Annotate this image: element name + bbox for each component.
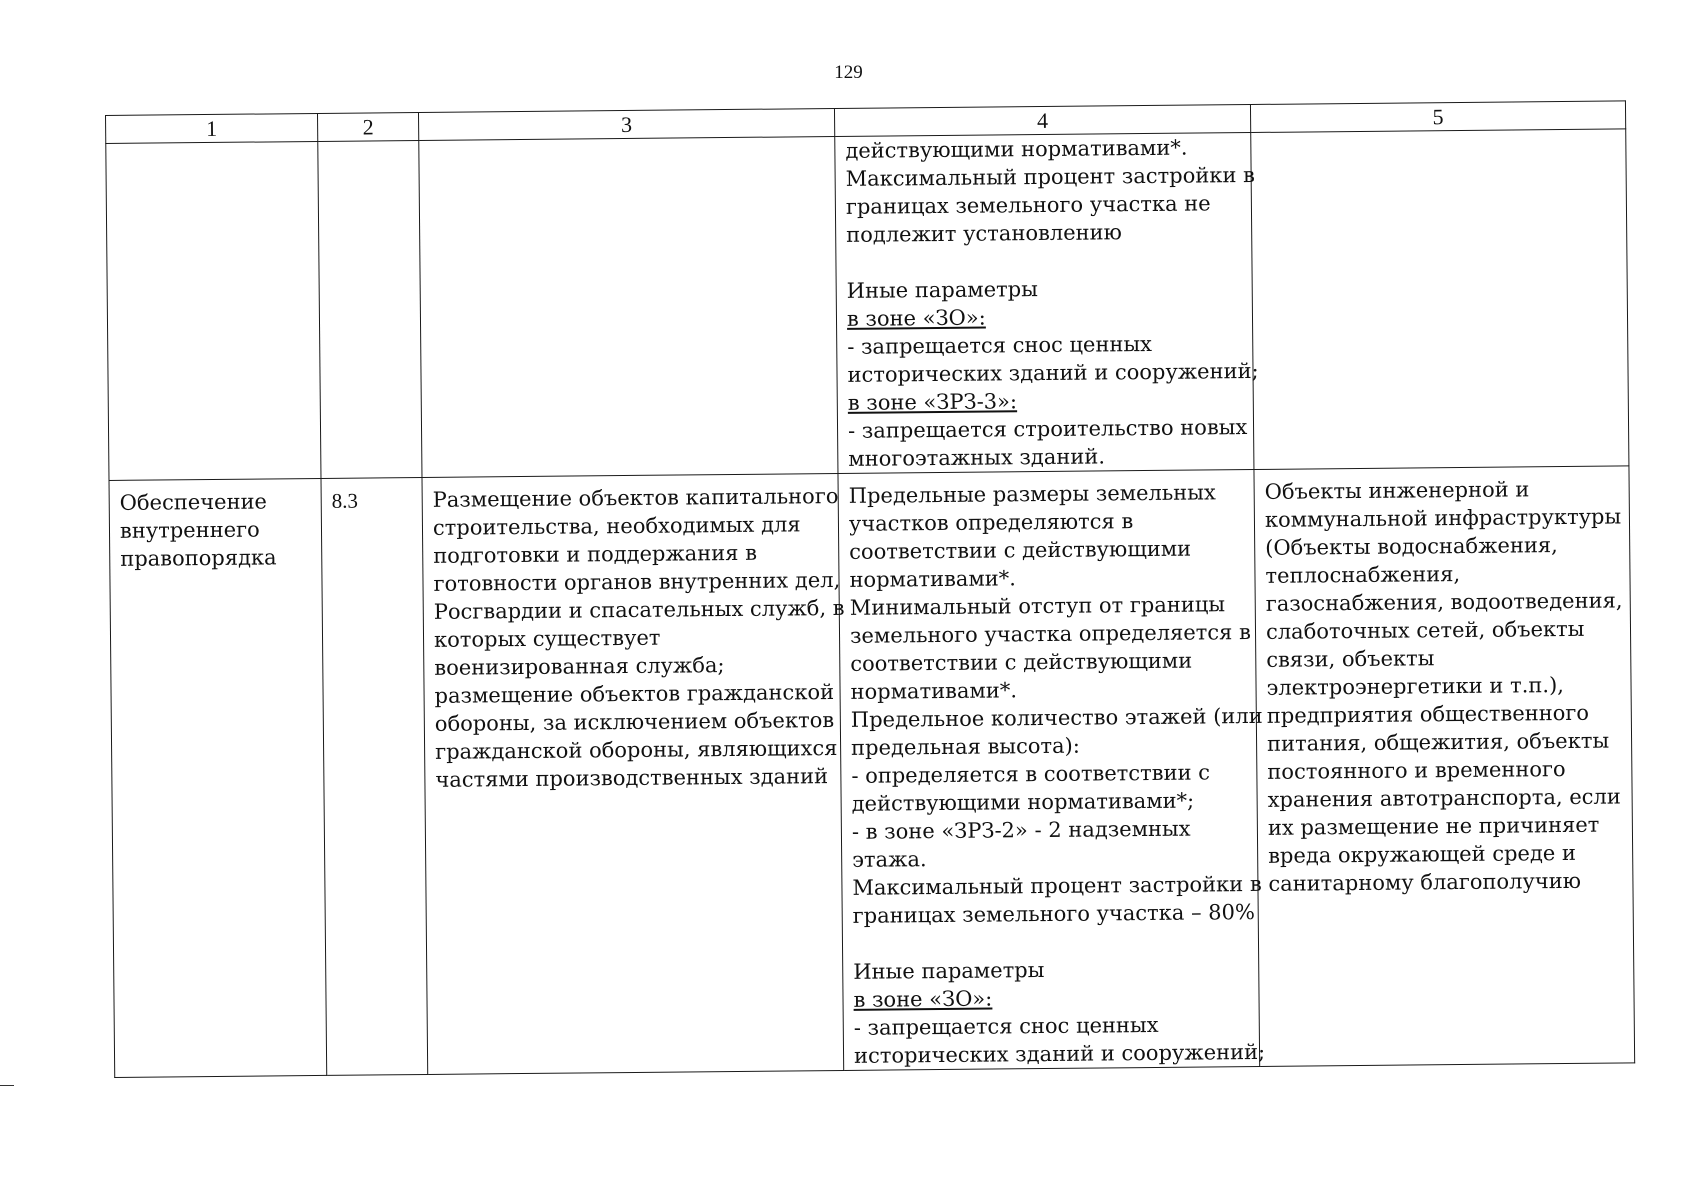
text-line: частями производственных зданий [435, 764, 829, 792]
table-row-continued [106, 129, 1629, 481]
header-col-3: 3 [418, 108, 834, 140]
page-number: 129 [834, 62, 863, 83]
cell-auxiliary-uses [1254, 466, 1635, 1067]
text-line: - запрещается строительство новых [847, 415, 1248, 443]
text-line: Росгвардии и спасательных служб, в [433, 595, 845, 624]
text-line: действующими нормативами*. [845, 135, 1188, 163]
text-line: Объекты инженерной и [1264, 477, 1530, 504]
text-line: соответствии с действующими [850, 648, 1193, 676]
text-line: военизированная служба; [434, 653, 725, 680]
text-line: подлежит установлению [846, 220, 1123, 247]
cell-continued-col2 [318, 140, 422, 478]
table-row-internal-order [109, 466, 1635, 1078]
text-line: границах земельного участка – 80% [852, 899, 1256, 928]
text-line: Предельные размеры земельных [848, 480, 1216, 508]
text-line: (Объекты водоснабжения, [1265, 533, 1558, 560]
text-line: действующими нормативами*; [851, 788, 1195, 816]
text-line: внутреннего [119, 517, 260, 543]
cell-continued-col1 [106, 141, 321, 480]
text-line: соответствии с действующими [849, 536, 1192, 564]
text-line: гражданской обороны, являющихся [435, 735, 838, 764]
text-line: санитарному благополучию [1268, 868, 1582, 896]
other-params-title: Иные параметры [846, 277, 1038, 303]
text-line: - запрещается снос ценных [847, 331, 1153, 359]
text-line: связи, объекты [1266, 646, 1435, 672]
text-line: исторических зданий и сооружений; [853, 1039, 1266, 1068]
zone-label-zo: в зоне «ЗО»: [846, 305, 986, 331]
text-line: этажа. [852, 847, 927, 872]
text-line: электроэнергетики и т.п.), [1266, 673, 1564, 700]
text-line: границах земельного участка не [845, 191, 1211, 219]
cell-continued-col3 [419, 136, 838, 477]
text-line: Максимальный процент застройки в [845, 162, 1256, 191]
text-line: предприятия общественного [1266, 700, 1590, 728]
spacer [846, 245, 1241, 277]
zone-label-zo: в зоне «ЗО»: [853, 986, 993, 1012]
header-col-2: 2 [317, 112, 418, 141]
text-line: которых существует [433, 625, 661, 652]
text-line: размещение объектов гражданской [434, 680, 835, 708]
text-line: готовности органов внутренних дел, [433, 567, 841, 596]
spacer [853, 926, 1248, 958]
text-line: Минимальный отступ от границы [849, 592, 1226, 620]
text-line: - определяется в соответствии с [851, 760, 1211, 788]
text-line: вреда окружающей среде и [1268, 840, 1577, 868]
text-line: земельного участка определяется в [849, 620, 1251, 648]
cell-use-description [422, 473, 844, 1074]
other-params-title: Иные параметры [853, 958, 1045, 984]
text-line: - в зоне «ЗРЗ-2» - 2 надземных [851, 816, 1191, 844]
text-line: хранения автотранспорта, если [1267, 784, 1621, 812]
text-line: Размещение объектов капитального [432, 483, 839, 512]
text-line: коммунальной инфраструктуры [1264, 504, 1622, 532]
text-line: строительства, необходимых для [432, 512, 801, 540]
text-line: многоэтажных зданий. [848, 444, 1106, 471]
text-line: обороны, за исключением объектов [434, 708, 835, 736]
header-col-4: 4 [834, 105, 1250, 137]
cell-use-code: 8.3 [321, 477, 428, 1075]
text-line: их размещение не причиняет [1267, 812, 1600, 840]
header-col-1: 1 [106, 113, 318, 143]
text-line: правопорядка [120, 545, 277, 571]
regulations-table [105, 100, 1635, 1078]
text-line: Обеспечение [119, 489, 268, 515]
text-line: нормативами*. [849, 566, 1017, 592]
header-col-5: 5 [1250, 101, 1625, 133]
text-line: теплоснабжения, [1265, 562, 1461, 588]
text-line: Предельное количество этажей (или [850, 703, 1263, 732]
text-line: подготовки и поддержания в [433, 540, 758, 568]
text-line: Максимальный процент застройки в [852, 871, 1262, 900]
zone-label-zrz3: в зоне «ЗРЗ-3»: [847, 389, 1018, 415]
cell-parameters [838, 469, 1266, 1070]
cell-continued-col4 [835, 133, 1259, 474]
scan-margin-mark [0, 1085, 14, 1086]
text-line: питания, общежития, объекты [1266, 728, 1610, 756]
cell-continued-col5 [1251, 129, 1629, 470]
text-line: предельная высота): [850, 733, 1081, 760]
document-table-wrapper [105, 100, 1634, 1078]
text-line: исторических зданий и сооружений; [847, 358, 1259, 387]
text-line: газоснабжения, водоотведения, [1265, 588, 1623, 616]
cell-use-name [109, 478, 327, 1077]
text-line: слаботочных сетей, объекты [1265, 616, 1585, 644]
text-line: участков определяются в [848, 509, 1134, 536]
text-line: - запрещается снос ценных [853, 1012, 1159, 1040]
text-line: постоянного и временного [1267, 757, 1566, 784]
text-line: нормативами*. [850, 678, 1018, 704]
